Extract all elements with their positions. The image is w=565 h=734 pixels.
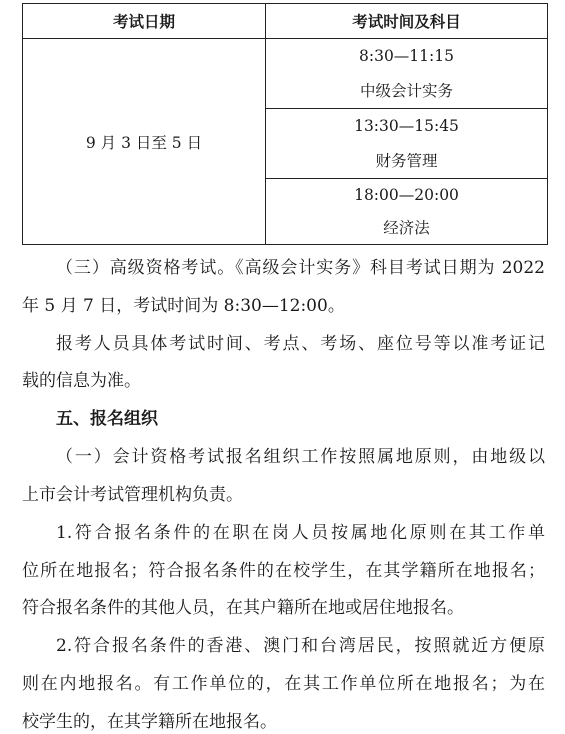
- session-subject: 财务管理: [375, 152, 438, 170]
- exam-schedule-table: [22, 3, 548, 245]
- table-header-date: 考试日期: [23, 4, 266, 39]
- session-time: 13:30—15:45: [354, 117, 459, 135]
- paragraph-line: （一）会计资格考试报名组织工作按照属地原则，由地级以: [56, 447, 545, 468]
- paragraph-line: （三）高级资格考试。《高级会计实务》科目考试日期为 2022: [56, 258, 545, 278]
- session-cell: [266, 109, 547, 179]
- session-subject: 中级会计实务: [359, 82, 453, 100]
- session-time: 8:30—11:15: [359, 47, 454, 65]
- paragraph-line: 符合报名条件的其他人员，在其户籍所在地或居住地报名。: [22, 598, 464, 619]
- exam-date-cell: [23, 39, 266, 244]
- paragraph-line: 上市会计考试管理机构负责。: [22, 484, 243, 505]
- session-subject: 经济法: [383, 218, 430, 237]
- paragraph-line: 2.符合报名条件的香港、澳门和台湾居民，按照就近方便原: [56, 636, 545, 657]
- paragraph: [22, 522, 545, 620]
- session-time: 18:00—20:00: [354, 186, 459, 204]
- session-cell: [266, 179, 547, 244]
- section-heading: 五、报名组织: [56, 409, 158, 430]
- session-cell: [266, 39, 547, 109]
- paragraph: [22, 446, 545, 506]
- paragraph-line: 则在内地报名。有工作单位的，在其工作单位所在地报名；为在: [22, 674, 545, 695]
- paragraph-line: 报考人员具体考试时间、考点、考场、座位号等以准考证记: [56, 333, 545, 354]
- exam-date: 9 月 3 日至 5 日: [85, 133, 203, 152]
- paragraph: [22, 635, 545, 733]
- table-header-time-subject: 考试时间及科目: [266, 4, 547, 39]
- paragraph: [22, 257, 545, 317]
- paragraph-line: 年 5 月 7 日，考试时间为 8:30—12:00。: [22, 295, 345, 316]
- document-body: [22, 257, 545, 733]
- paragraph-line: 载的信息为准。: [22, 371, 141, 392]
- paragraph-line: 校学生的，在其学籍所在地报名。: [22, 711, 277, 732]
- paragraph-line: 1.符合报名条件的在职在岗人员按属地化原则在其工作单: [56, 522, 545, 543]
- paragraph: [22, 333, 545, 393]
- paragraph-line: 位所在地报名；符合报名条件的在校学生，在其学籍所在地报名；: [22, 560, 545, 581]
